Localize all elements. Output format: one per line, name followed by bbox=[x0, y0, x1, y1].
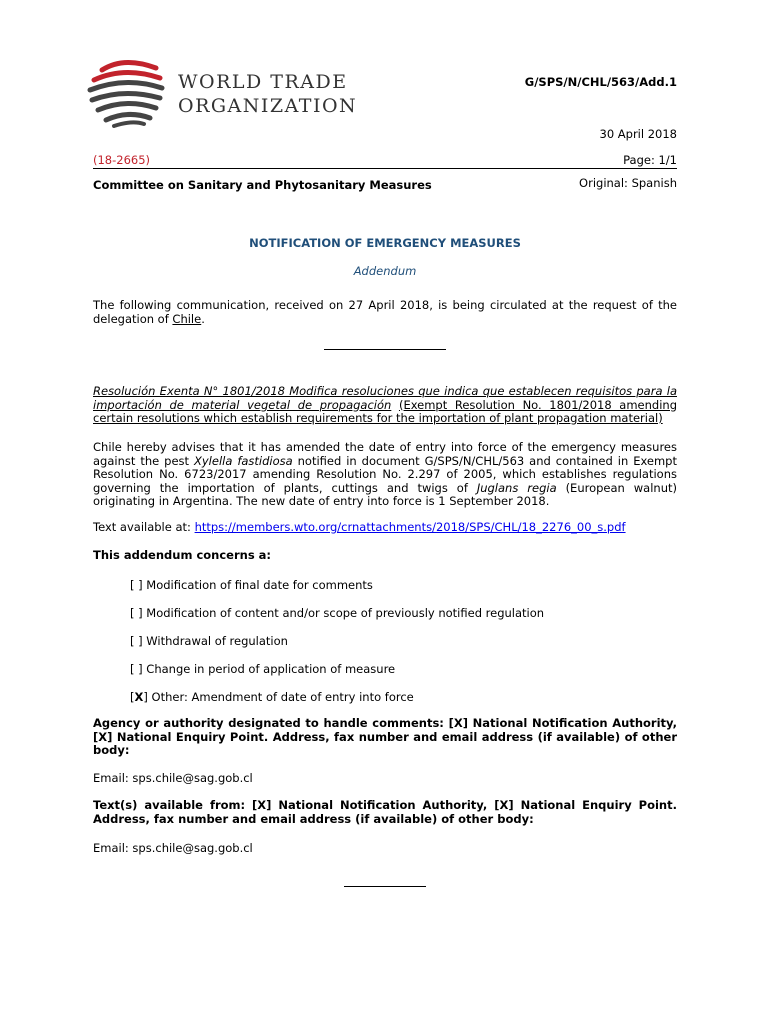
concern-item bbox=[130, 690, 414, 704]
intro-end: . bbox=[201, 311, 205, 326]
concern-item bbox=[130, 578, 373, 592]
committee-name: Committee on Sanitary and Phytosanitary Measures bbox=[93, 178, 432, 192]
advises-paragraph bbox=[93, 441, 677, 509]
section-divider bbox=[324, 349, 446, 350]
email-texts: Email: sps.chile@sag.gob.cl bbox=[93, 841, 253, 855]
end-divider bbox=[344, 886, 426, 887]
page-number: Page: 1/1 bbox=[623, 153, 677, 167]
checkbox-mark: X bbox=[134, 690, 144, 704]
wto-wordmark bbox=[178, 70, 357, 118]
resolution-english: (Exempt Resolution No. 1801/2018 amending certain resolutions which establish requirements for the importation of plant propagation material) bbox=[93, 397, 678, 425]
email-comments: Email: sps.chile@sag.gob.cl bbox=[93, 771, 253, 785]
concern-item bbox=[130, 634, 288, 648]
checkbox-open: [ bbox=[130, 690, 135, 704]
document-date: 30 April 2018 bbox=[599, 127, 677, 141]
checkbox-empty: [ ] bbox=[130, 578, 143, 592]
checkbox-close: ] bbox=[143, 690, 148, 704]
resolution-spanish: Resolución Exenta N° 1801/2018 Modifica resoluciones que indica que establecen requisitos para la importación de material vegetal de propagación bbox=[93, 384, 677, 412]
intro-paragraph bbox=[93, 299, 677, 326]
resolution-title bbox=[93, 385, 677, 426]
wordmark-line1: WORLD TRADE bbox=[178, 71, 348, 93]
wto-emblem-icon bbox=[84, 58, 174, 130]
intro-text: The following communication, received on 27 April 2018, is being circulated at the request of the delegation of bbox=[93, 298, 677, 326]
texts-available-from: Text(s) available from: [X] National Notification Authority, [X] National Enquiry Point. Address, fax number and email address (if available) of other body: bbox=[93, 798, 677, 826]
concerns-heading: This addendum concerns a: bbox=[93, 548, 272, 562]
addendum-subtitle: Addendum bbox=[353, 264, 417, 278]
concern-label: Modification of final date for comments bbox=[146, 578, 373, 592]
text-available bbox=[93, 521, 677, 535]
text-available-label: Text available at: bbox=[93, 520, 195, 534]
header-divider bbox=[93, 168, 677, 169]
original-language: Original: Spanish bbox=[579, 176, 677, 190]
concern-label: Modification of content and/or scope of previously notified regulation bbox=[146, 606, 545, 620]
wto-logo bbox=[84, 58, 358, 130]
checkbox-empty: [ ] bbox=[130, 606, 143, 620]
notification-title: NOTIFICATION OF EMERGENCY MEASURES bbox=[249, 236, 521, 250]
advises-text-3: (European walnut) originating in Argentina. The new date of entry into force is 1 September 2018. bbox=[93, 480, 677, 508]
concern-label: Other: Amendment of date of entry into force bbox=[151, 690, 414, 704]
member-name: Chile bbox=[172, 311, 202, 326]
concern-item bbox=[130, 606, 544, 620]
concern-label: Change in period of application of measure bbox=[146, 662, 396, 676]
advises-text-2: notified in document G/SPS/N/CHL/563 and contained in Exempt Resolution No. 6723/2017 amending Resolution No. 2.297 of 2005, which establishes regulations governing the importation of plants, cuttings and twigs of bbox=[93, 453, 677, 495]
concern-item bbox=[130, 662, 395, 676]
pest-name: Xylella fastidiosa bbox=[193, 453, 293, 468]
advises-text-1: Chile hereby advises that it has amended the date of entry into force of the emergency measures against the pest bbox=[93, 440, 677, 468]
species-name: Juglans regia bbox=[476, 480, 557, 495]
concern-label: Withdrawal of regulation bbox=[146, 634, 288, 648]
document-number: (18-2665) bbox=[93, 153, 151, 167]
checkbox-checked bbox=[130, 690, 148, 704]
document-symbol: G/SPS/N/CHL/563/Add.1 bbox=[524, 75, 677, 89]
wordmark-line2: ORGANIZATION bbox=[178, 95, 358, 117]
checkbox-empty: [ ] bbox=[130, 634, 143, 648]
checkbox-empty: [ ] bbox=[130, 662, 143, 676]
agency-paragraph: Agency or authority designated to handle comments: [X] National Notification Authority, [X] National Enquiry Point. Address, fax number and email address (if available) of other body: bbox=[93, 716, 677, 757]
document-link[interactable]: https://members.wto.org/crnattachments/2018/SPS/CHL/18_2276_00_s.pdf bbox=[194, 520, 626, 534]
